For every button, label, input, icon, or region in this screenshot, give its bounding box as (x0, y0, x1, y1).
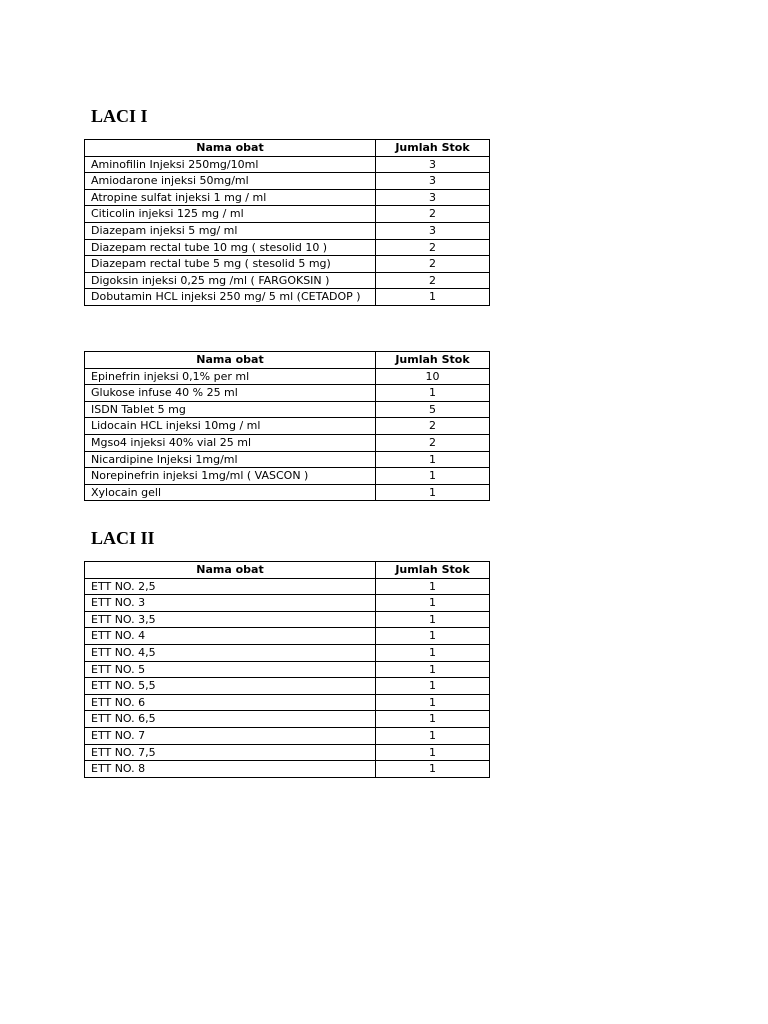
cell-nama-obat: Norepinefrin injeksi 1mg/ml ( VASCON ) (85, 468, 376, 485)
table-header-row (85, 352, 490, 369)
cell-nama-obat: Nicardipine Injeksi 1mg/ml (85, 451, 376, 468)
cell-jumlah-stok: 1 (376, 468, 490, 485)
cell-jumlah-stok: 5 (376, 401, 490, 418)
table-row (85, 451, 490, 468)
cell-nama-obat: ETT NO. 3,5 (85, 611, 376, 628)
table-row (85, 206, 490, 223)
cell-jumlah-stok: 1 (376, 661, 490, 678)
cell-nama-obat: ETT NO. 6 (85, 694, 376, 711)
table-row (85, 761, 490, 778)
stock-table-laci-1b (84, 351, 490, 501)
cell-jumlah-stok: 1 (376, 451, 490, 468)
cell-jumlah-stok: 1 (376, 744, 490, 761)
cell-jumlah-stok: 1 (376, 385, 490, 402)
table-row (85, 222, 490, 239)
cell-jumlah-stok: 3 (376, 222, 490, 239)
cell-nama-obat: ETT NO. 2,5 (85, 578, 376, 595)
table-row (85, 289, 490, 306)
cell-nama-obat: Diazepam rectal tube 10 mg ( stesolid 10 ) (85, 239, 376, 256)
cell-nama-obat: ETT NO. 3 (85, 595, 376, 612)
table-row (85, 434, 490, 451)
table-row (85, 418, 490, 435)
cell-jumlah-stok: 1 (376, 289, 490, 306)
section-title-laci-1: LACI I (91, 106, 148, 126)
cell-nama-obat: Amiodarone injeksi 50mg/ml (85, 173, 376, 190)
cell-nama-obat: Glukose infuse 40 % 25 ml (85, 385, 376, 402)
table-row (85, 385, 490, 402)
table-row (85, 156, 490, 173)
table-row (85, 661, 490, 678)
cell-nama-obat: ETT NO. 7 (85, 727, 376, 744)
cell-nama-obat: Lidocain HCL injeksi 10mg / ml (85, 418, 376, 435)
column-header-nama-obat: Nama obat (85, 352, 376, 369)
table-row (85, 595, 490, 612)
cell-nama-obat: Citicolin injeksi 125 mg / ml (85, 206, 376, 223)
cell-nama-obat: Epinefrin injeksi 0,1% per ml (85, 368, 376, 385)
table-row (85, 239, 490, 256)
cell-nama-obat: ETT NO. 8 (85, 761, 376, 778)
cell-jumlah-stok: 1 (376, 727, 490, 744)
cell-jumlah-stok: 1 (376, 628, 490, 645)
table-row (85, 678, 490, 695)
cell-nama-obat: Aminofilin Injeksi 250mg/10ml (85, 156, 376, 173)
table-row (85, 727, 490, 744)
cell-jumlah-stok: 1 (376, 611, 490, 628)
cell-jumlah-stok: 1 (376, 761, 490, 778)
cell-jumlah-stok: 3 (376, 173, 490, 190)
table-row (85, 711, 490, 728)
column-header-jumlah-stok: Jumlah Stok (376, 352, 490, 369)
cell-nama-obat: Dobutamin HCL injeksi 250 mg/ 5 ml (CETADOP ) (85, 289, 376, 306)
cell-jumlah-stok: 3 (376, 189, 490, 206)
cell-jumlah-stok: 10 (376, 368, 490, 385)
cell-jumlah-stok: 1 (376, 484, 490, 501)
table-row (85, 256, 490, 273)
cell-jumlah-stok: 3 (376, 156, 490, 173)
column-header-nama-obat: Nama obat (85, 140, 376, 157)
cell-nama-obat: Atropine sulfat injeksi 1 mg / ml (85, 189, 376, 206)
cell-nama-obat: Digoksin injeksi 0,25 mg /ml ( FARGOKSIN ) (85, 272, 376, 289)
cell-jumlah-stok: 2 (376, 206, 490, 223)
table-row (85, 744, 490, 761)
cell-nama-obat: ETT NO. 5 (85, 661, 376, 678)
column-header-jumlah-stok: Jumlah Stok (376, 562, 490, 579)
cell-jumlah-stok: 1 (376, 644, 490, 661)
table-row (85, 189, 490, 206)
table-row (85, 628, 490, 645)
cell-nama-obat: ISDN Tablet 5 mg (85, 401, 376, 418)
cell-nama-obat: ETT NO. 5,5 (85, 678, 376, 695)
cell-jumlah-stok: 1 (376, 578, 490, 595)
cell-nama-obat: ETT NO. 4,5 (85, 644, 376, 661)
section-title-laci-2: LACI II (91, 528, 155, 548)
table-header-row (85, 562, 490, 579)
table-header-row (85, 140, 490, 157)
cell-jumlah-stok: 2 (376, 434, 490, 451)
cell-nama-obat: ETT NO. 7,5 (85, 744, 376, 761)
table-row (85, 468, 490, 485)
table-row (85, 368, 490, 385)
cell-jumlah-stok: 1 (376, 595, 490, 612)
table-row (85, 578, 490, 595)
cell-jumlah-stok: 2 (376, 256, 490, 273)
stock-table-laci-2 (84, 561, 490, 778)
table-row (85, 272, 490, 289)
cell-jumlah-stok: 1 (376, 678, 490, 695)
table-row (85, 644, 490, 661)
column-header-nama-obat: Nama obat (85, 562, 376, 579)
table-row (85, 611, 490, 628)
table-row (85, 484, 490, 501)
column-header-jumlah-stok: Jumlah Stok (376, 140, 490, 157)
table-row (85, 173, 490, 190)
cell-nama-obat: Mgso4 injeksi 40% vial 25 ml (85, 434, 376, 451)
cell-nama-obat: Diazepam injeksi 5 mg/ ml (85, 222, 376, 239)
cell-jumlah-stok: 2 (376, 418, 490, 435)
cell-nama-obat: ETT NO. 4 (85, 628, 376, 645)
cell-nama-obat: Diazepam rectal tube 5 mg ( stesolid 5 mg) (85, 256, 376, 273)
cell-nama-obat: Xylocain gell (85, 484, 376, 501)
stock-table-laci-1a (84, 139, 490, 306)
table-row (85, 401, 490, 418)
cell-jumlah-stok: 1 (376, 694, 490, 711)
cell-nama-obat: ETT NO. 6,5 (85, 711, 376, 728)
table-row (85, 694, 490, 711)
cell-jumlah-stok: 1 (376, 711, 490, 728)
cell-jumlah-stok: 2 (376, 272, 490, 289)
cell-jumlah-stok: 2 (376, 239, 490, 256)
